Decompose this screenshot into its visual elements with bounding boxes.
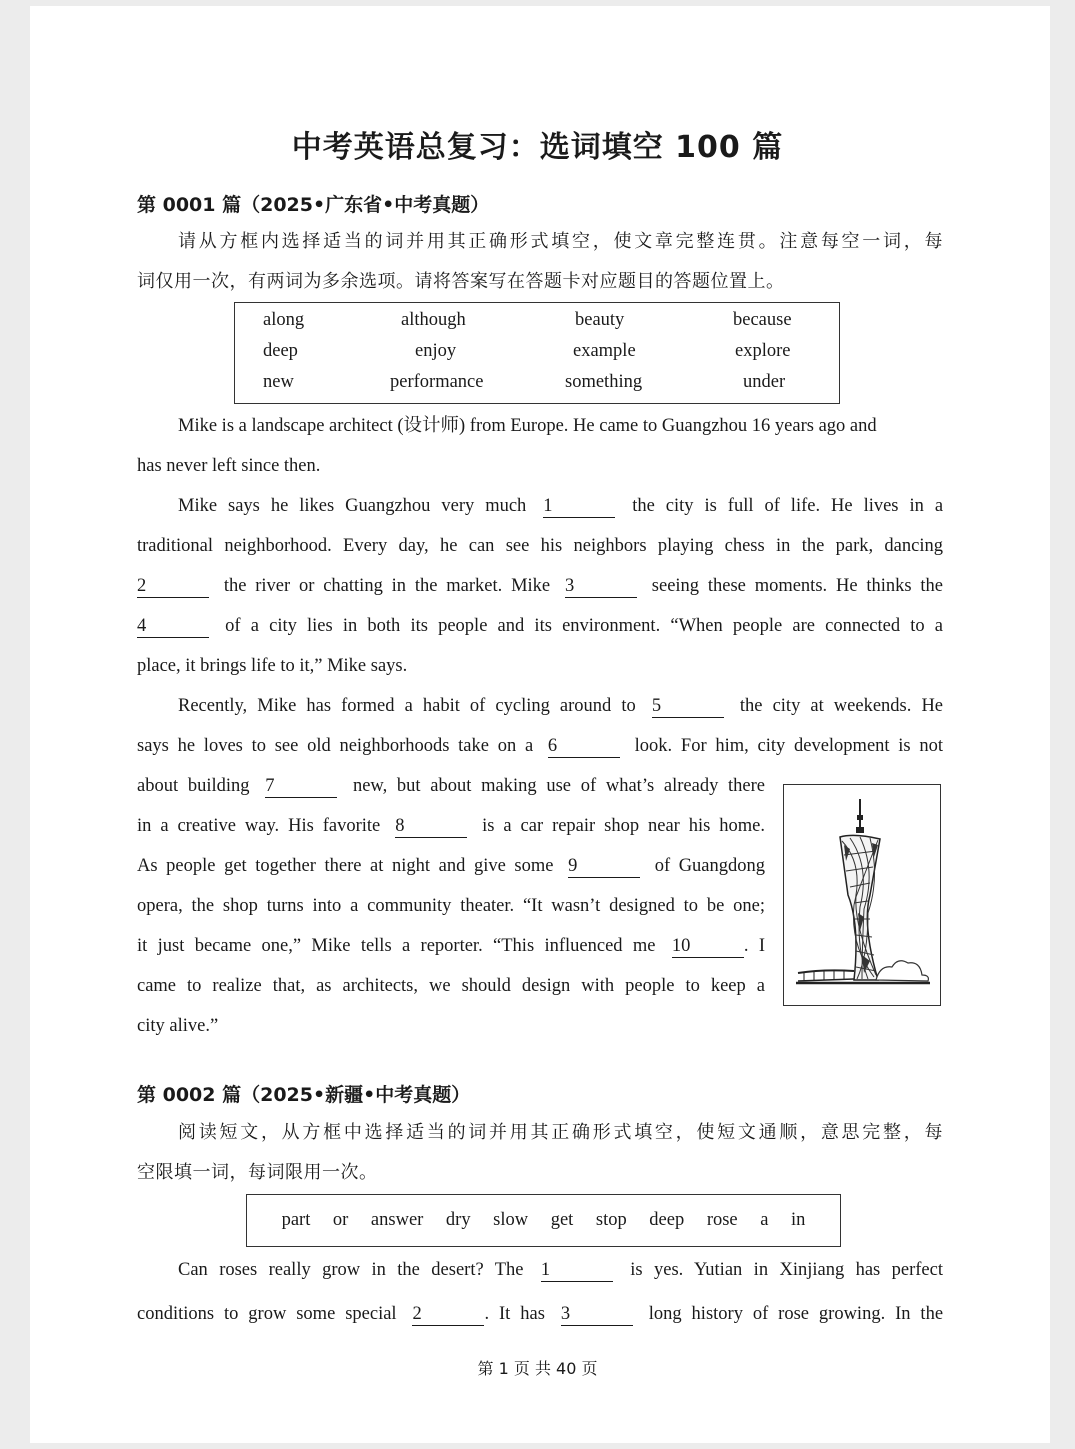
text-span: conditions to grow some special bbox=[137, 1304, 397, 1324]
article-1-instruction-line-1: 请从方框内选择适当的词并用其正确形式填空，使文章完整连贯。注意每空一词，每 bbox=[178, 231, 943, 252]
text-line bbox=[178, 1250, 943, 1290]
text-line bbox=[137, 566, 943, 606]
word-option: answer bbox=[370, 1210, 424, 1230]
text-span: Can roses really grow in the desert? The bbox=[178, 1260, 524, 1280]
text-span: long history of rose growing. In the bbox=[648, 1304, 943, 1324]
text-line: opera, the shop turns into a community theater. “It wasn’t designed to be one; bbox=[137, 896, 765, 916]
word-option: because bbox=[733, 310, 792, 330]
word-option: slow bbox=[493, 1210, 529, 1230]
article-2-instruction-line-2: 空限填一词，每词限用一次。 bbox=[137, 1162, 378, 1183]
answer-blank-2[interactable]: 2 bbox=[137, 575, 209, 598]
text-line bbox=[137, 926, 765, 966]
word-option: in bbox=[791, 1210, 806, 1230]
text-span: says he loves to see old neighborhoods take on a bbox=[137, 736, 534, 756]
canton-tower-illustration bbox=[783, 784, 941, 1006]
text-line bbox=[137, 606, 943, 646]
text-span: seeing these moments. He thinks the bbox=[651, 576, 943, 596]
text-span: Mike says he likes Guangzhou very much bbox=[178, 496, 527, 516]
text-span: new, but about making use of what’s already there bbox=[352, 776, 765, 796]
text-span: Recently, Mike has formed a habit of cycling around to bbox=[178, 696, 636, 716]
answer-blank-4[interactable]: 4 bbox=[137, 615, 209, 638]
page-footer: 第 1 页 共 40 页 bbox=[477, 1359, 598, 1378]
text-span: of a city lies in both its people and its environment. “When people are connected to a bbox=[225, 616, 943, 636]
word-option: explore bbox=[735, 341, 791, 361]
word-option: under bbox=[743, 372, 786, 392]
word-option: a bbox=[760, 1210, 769, 1230]
article-1-instruction-line-2: 词仅用一次，有两词为多余选项。请将答案写在答题卡对应题目的答题位置上。 bbox=[137, 271, 785, 292]
word-option: dry bbox=[445, 1210, 471, 1230]
answer-blank-8[interactable]: 8 bbox=[395, 815, 467, 838]
text-line: has never left since then. bbox=[137, 456, 321, 476]
word-option: performance bbox=[390, 372, 484, 392]
text-span: in a creative way. His favorite bbox=[137, 816, 381, 836]
answer-blank-2-3[interactable]: 3 bbox=[561, 1303, 633, 1326]
text-span: is yes. Yutian in Xinjiang has perfect bbox=[630, 1260, 943, 1280]
word-option: part bbox=[281, 1210, 311, 1230]
text-span: look. For him, city development is not bbox=[634, 736, 943, 756]
text-line bbox=[137, 806, 765, 846]
answer-blank-2-2[interactable]: 2 bbox=[412, 1303, 484, 1326]
word-option: along bbox=[263, 310, 305, 330]
word-option: although bbox=[401, 310, 466, 330]
word-option: rose bbox=[706, 1210, 738, 1230]
text-line bbox=[137, 726, 943, 766]
text-span: it just became one,” Mike tells a reporter. “This influenced me bbox=[137, 936, 656, 956]
text-line: came to realize that, as architects, we should design with people to keep a bbox=[137, 976, 765, 996]
text-line: place, it brings life to it,” Mike says. bbox=[137, 656, 408, 676]
page-title: 中考英语总复习：选词填空 100 篇 bbox=[291, 130, 784, 165]
text-span: the city is full of life. He lives in a bbox=[632, 496, 943, 516]
text-line bbox=[137, 1294, 943, 1334]
word-option: or bbox=[332, 1210, 349, 1230]
text-span: about building bbox=[137, 776, 250, 796]
word-option: deep bbox=[649, 1210, 685, 1230]
answer-blank-7[interactable]: 7 bbox=[265, 775, 337, 798]
text-span: of Guangdong bbox=[654, 856, 765, 876]
text-span: the city at weekends. He bbox=[739, 696, 943, 716]
article-2-instruction-line-1: 阅读短文，从方框中选择适当的词并用其正确形式填空，使短文通顺，意思完整，每 bbox=[178, 1122, 943, 1143]
answer-blank-1[interactable]: 1 bbox=[543, 495, 615, 518]
text-span: . It has bbox=[484, 1304, 545, 1324]
word-option: get bbox=[550, 1210, 574, 1230]
text-line bbox=[178, 686, 943, 726]
tower-drawing-icon bbox=[784, 785, 939, 1004]
word-option: beauty bbox=[575, 310, 625, 330]
text-span: . I bbox=[743, 936, 765, 956]
word-option: example bbox=[573, 341, 636, 361]
text-span: is a car repair shop near his home. bbox=[482, 816, 765, 836]
word-option: new bbox=[263, 372, 294, 392]
answer-blank-5[interactable]: 5 bbox=[652, 695, 724, 718]
word-option: stop bbox=[595, 1210, 627, 1230]
text-span: the river or chatting in the market. Mike bbox=[223, 576, 551, 596]
text-line: Mike is a landscape architect (设计师) from Europe. He came to Guangzhou 16 years ago and bbox=[178, 416, 877, 436]
answer-blank-6[interactable]: 6 bbox=[548, 735, 620, 758]
word-option: enjoy bbox=[415, 341, 457, 361]
article-2-heading: 第 0002 篇（2025•新疆•中考真题） bbox=[137, 1084, 471, 1106]
word-box-1 bbox=[234, 302, 840, 404]
word-option: deep bbox=[263, 341, 298, 361]
answer-blank-2-1[interactable]: 1 bbox=[541, 1259, 613, 1282]
text-line bbox=[178, 486, 943, 526]
answer-blank-10[interactable]: 10 bbox=[672, 935, 744, 958]
text-span: As people get together there at night and give some bbox=[137, 856, 554, 876]
word-box-2 bbox=[246, 1194, 841, 1247]
text-line bbox=[137, 846, 765, 886]
answer-blank-9[interactable]: 9 bbox=[568, 855, 640, 878]
text-line bbox=[137, 766, 765, 806]
text-line: traditional neighborhood. Every day, he can see his neighbors playing chess in the park, dancing bbox=[137, 536, 943, 556]
text-line: city alive.” bbox=[137, 1016, 219, 1036]
word-option: something bbox=[565, 372, 643, 392]
answer-blank-3[interactable]: 3 bbox=[565, 575, 637, 598]
article-1-heading: 第 0001 篇（2025•广东省•中考真题） bbox=[137, 194, 490, 216]
